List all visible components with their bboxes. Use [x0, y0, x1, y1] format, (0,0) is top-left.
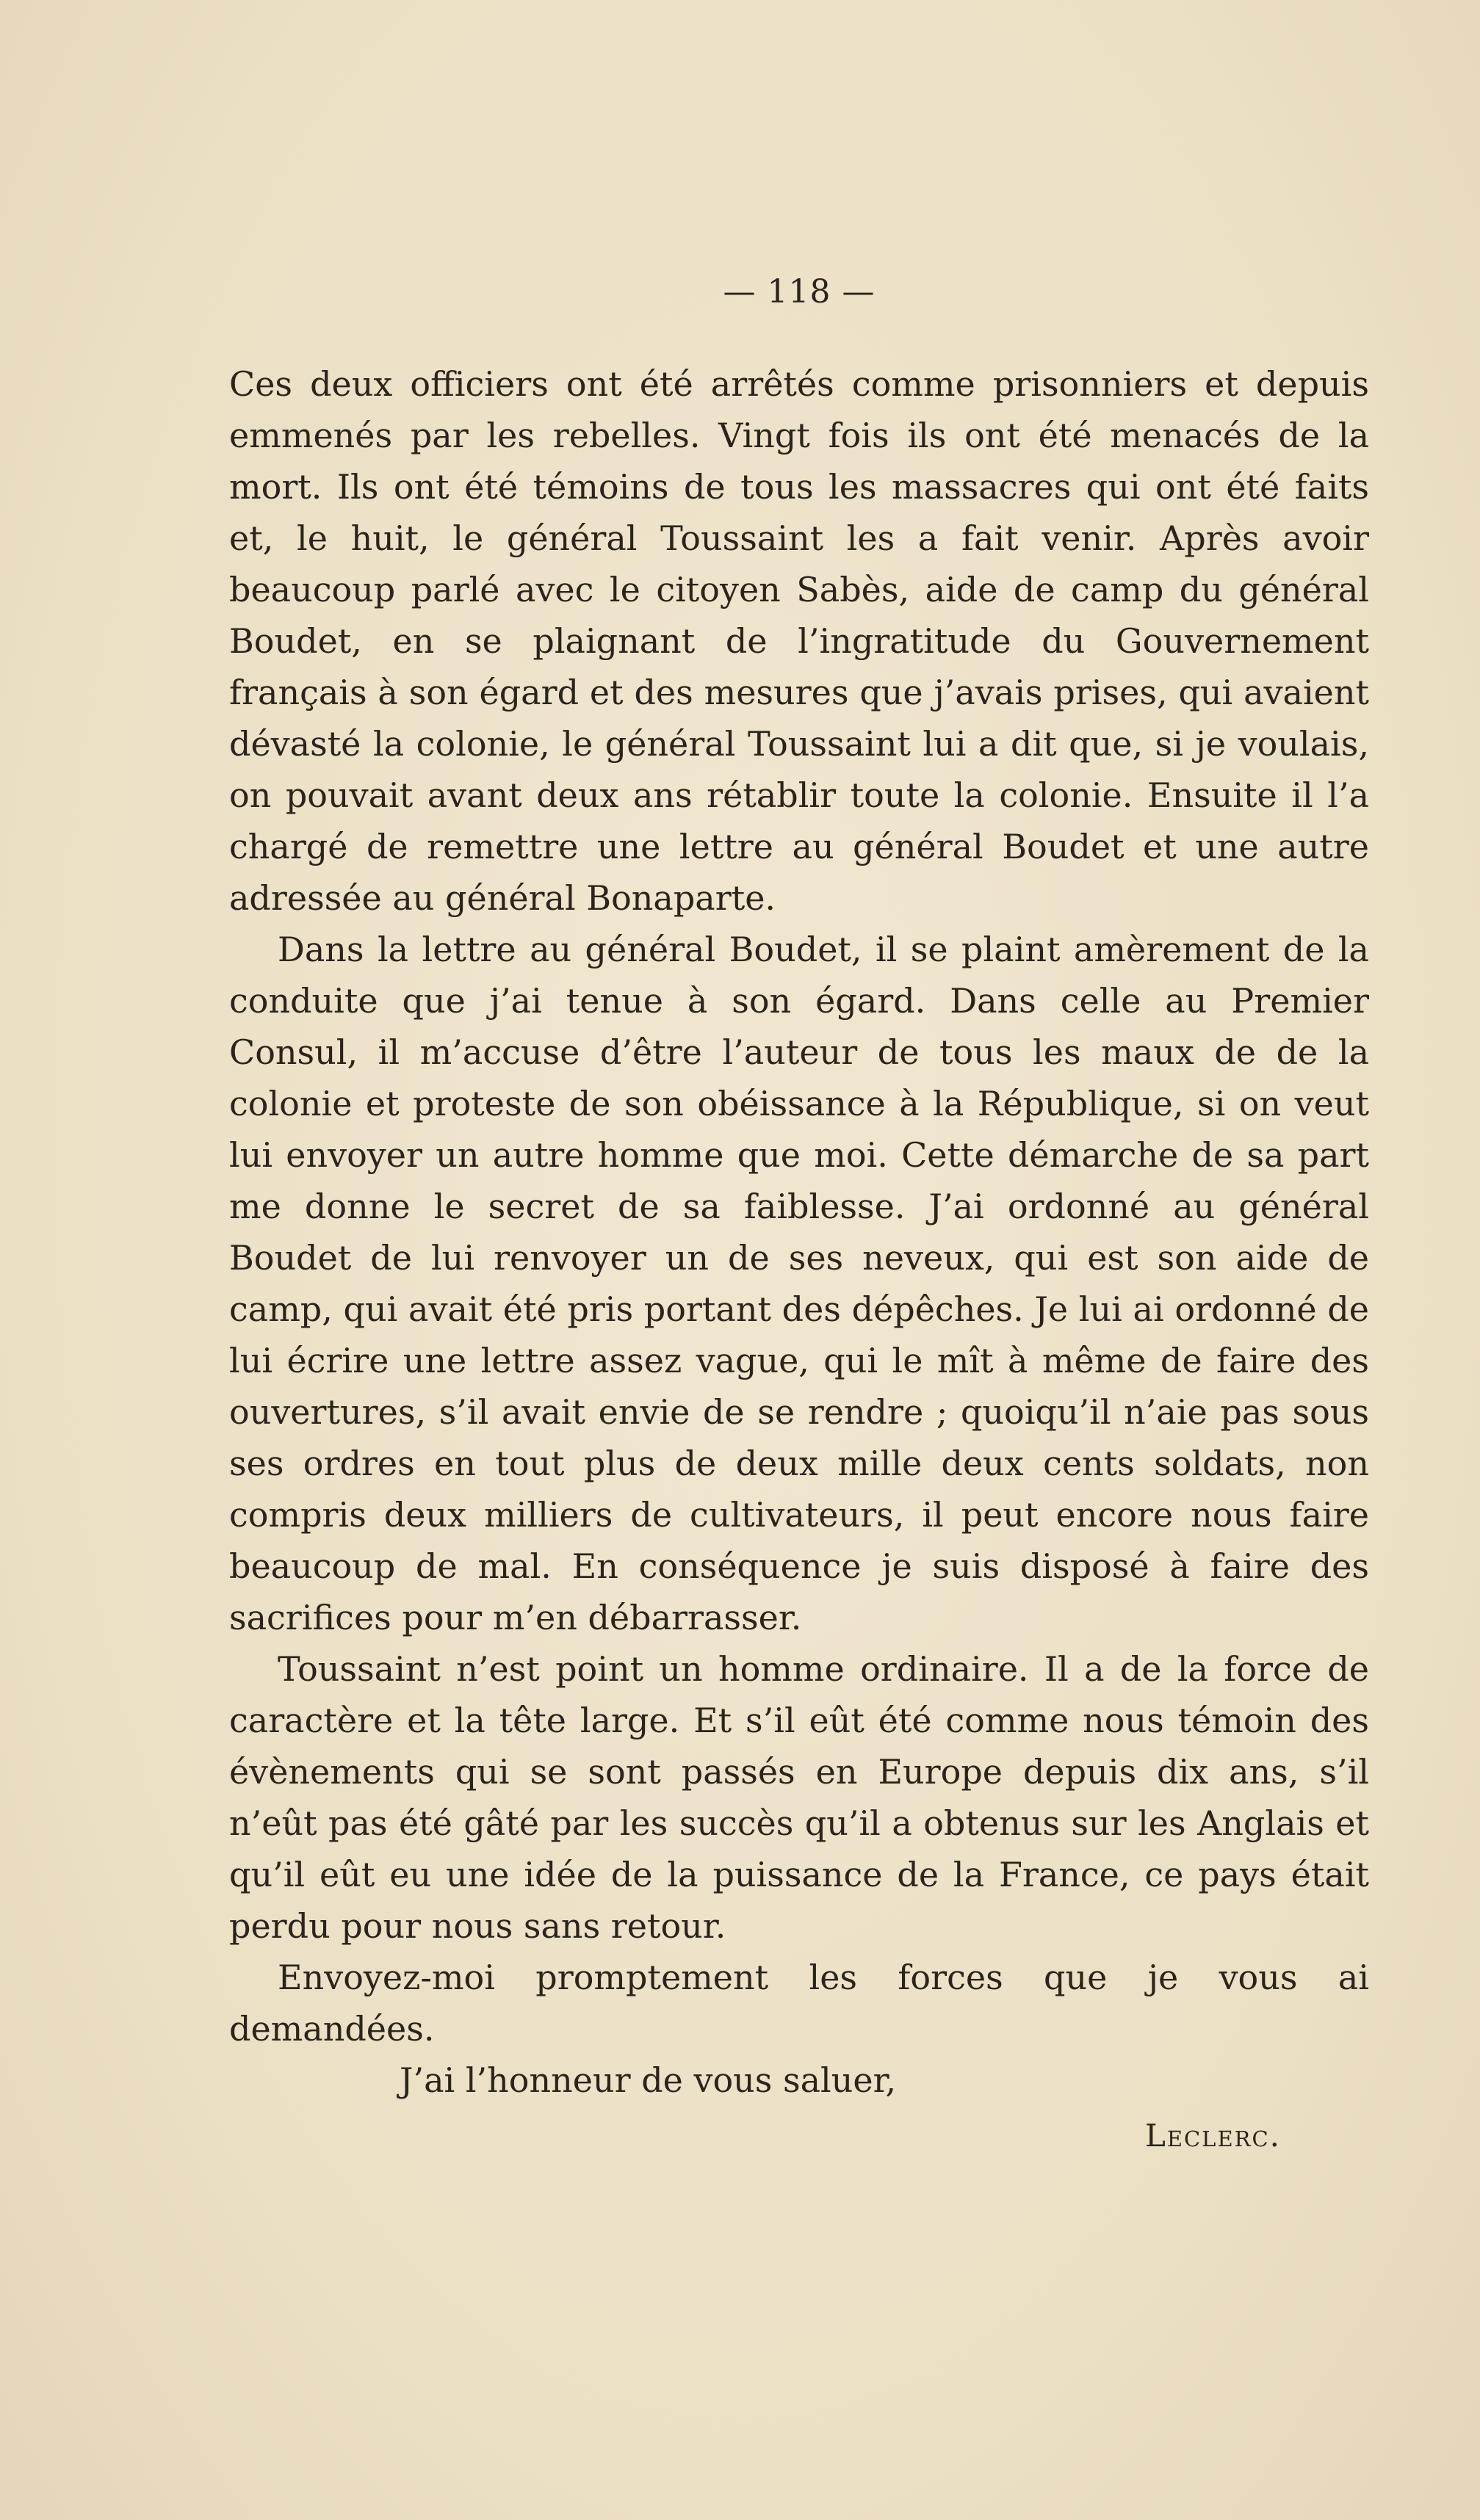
signature: Leclerc. [1144, 2118, 1281, 2154]
page-number: — 118 — [723, 273, 876, 311]
closing-line: J’ai l’honneur de vous saluer, [400, 2060, 897, 2100]
text-block [229, 272, 1369, 2162]
paragraph-4: Envoyez-moi promptement les forces que je vous ai demandées. [229, 1958, 1369, 2049]
paragraph-2: Dans la lettre au général Boudet, il se plaint amèrement de la conduite que j’ai tenue à son égard. Dans celle au Premier Consul, il m’accuse d’être l’auteur de tous les maux de de la colonie et proteste de son obéissance à la République, si on veut lui envoyer un autre homme que moi. Cette démarche de sa part me donne le secret de sa faiblesse. J’ai ordonné au général Boudet de lui renvoyer un de ses neveux, qui est son aide de camp, qui avait été pris portant des dépêches. Je lui ai ordonné de lui écrire une lettre assez vague, qui le mît à même de faire des ouvertures, s’il avait envie de se rendre ; quoiqu’il n’aie pas sous ses ordres en tout plus de deux mille deux cents soldats, non compris deux milliers de cultivateurs, il peut encore nous faire beaucoup de mal. En conséquence je suis disposé à faire des sacrifices pour m’en débarrasser. [229, 930, 1369, 1637]
paragraph-3: Toussaint n’est point un homme ordinaire. Il a de la force de caractère et la tête large. Et s’il eût été comme nous témoin des évènements qui se sont passés en Europe depuis dix ans, s’il n’eût pas été gâté par les succès qu’il a obtenus sur les Anglais et qu’il eût eu une idée de la puissance de la France, ce pays était perdu pour nous sans retour. [229, 1649, 1369, 1946]
paragraph-1: Ces deux officiers ont été arrêtés comme prisonniers et depuis emmenés par les rebelles. Vingt fois ils ont été menacés de la mort. Ils ont été témoins de tous les massacres qui ont été faits et, le huit, le général Toussaint les a fait venir. Après avoir beaucoup parlé avec le citoyen Sabès, aide de camp du général Boudet, en se plaignant de l’ingratitude du Gouvernement français à son égard et des mesures que j’avais prises, qui avaient dévasté la colonie, le général Toussaint lui a dit que, si je voulais, on pouvait avant deux ans rétablir toute la colonie. Ensuite il l’a chargé de remettre une lettre au général Boudet et une autre adressée au général Bonaparte. [229, 364, 1369, 918]
